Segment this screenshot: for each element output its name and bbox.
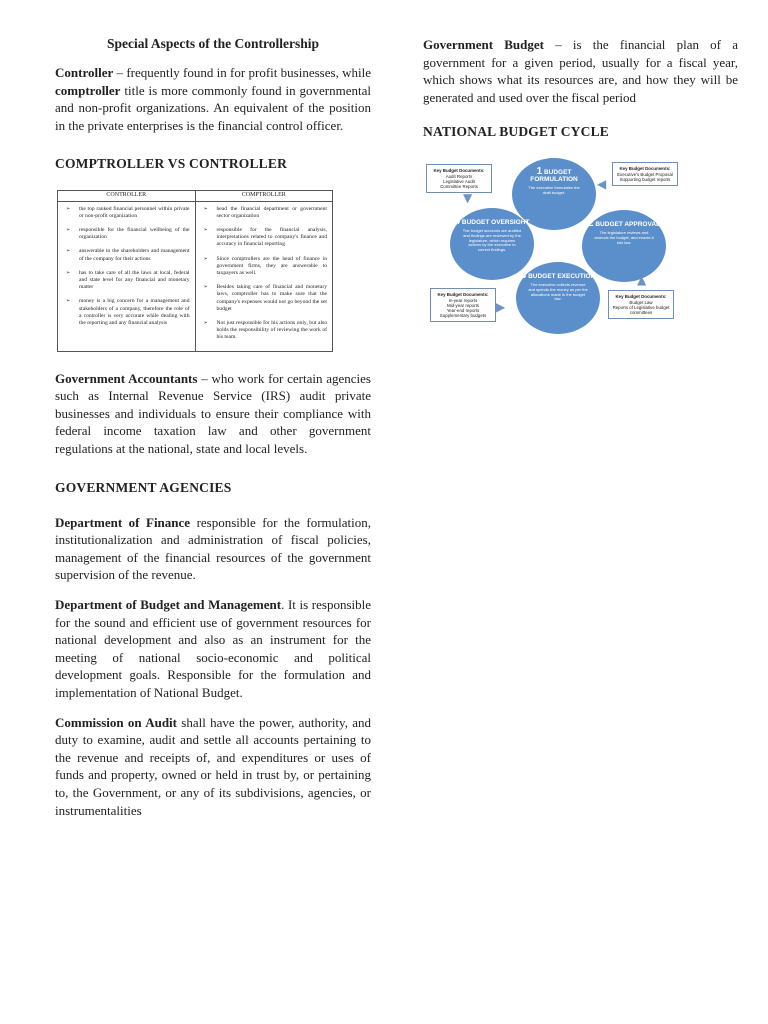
national-budget-cycle-heading: NATIONAL BUDGET CYCLE	[423, 124, 609, 140]
table-list-item: ➢ head the financial department or government sector organization	[201, 206, 328, 220]
budget-oversight-node: 4 BUDGET OVERSIGHT The budget accounts are audited and findings are reviewed by the legislature, which requires actions by the executive to correct findings.	[450, 208, 534, 280]
controller-column	[58, 201, 196, 351]
arrow-down-icon: ▼	[463, 191, 473, 206]
budget-cycle-diagram	[426, 158, 678, 338]
table-list-item: ➢ answerable to the shareholders and management of the company for their actions	[63, 248, 190, 262]
comptroller-term: comptroller	[55, 82, 121, 98]
budget-approval-node: 2 BUDGET APPROVAL The legislature reviews and amends the budget, and enacts it into law.	[582, 210, 666, 282]
controller-list	[63, 206, 190, 328]
budget-execution-node: 3 BUDGET EXECUTION The executive collects revenue and spends the money as per the allocations made in the budget law.	[516, 262, 600, 334]
table-list-item: ➢ Since comptrollers are the head of finance in government firms, they are answerable to taxpayers as well.	[201, 256, 328, 278]
page-title: Special Aspects of the Controllership	[107, 36, 319, 51]
controller-term: Controller	[55, 65, 114, 80]
government-agencies-heading: GOVERNMENT AGENCIES	[55, 479, 232, 495]
arrow-up-icon: ▲	[637, 273, 647, 288]
table-list-item: ➢ responsible for the financial wellbeing of the organization	[63, 227, 190, 241]
oversight-documents-box: Key Budget Documents: Audit Reports Legislative Audit Committee Reports	[426, 164, 492, 193]
arrow-right-icon: ▶	[496, 300, 506, 315]
formulation-documents-box: Key Budget Documents: Executive's Budget Proposal Supporting budget reports	[612, 162, 678, 186]
table-list-item: ➢ has to take care of all the laws at local, federal and state level for any financial and monetary matter	[63, 270, 190, 292]
table-list-item: ➢ Besides taking care of financial and monetary laws, comptroller has to make sure that the company's expenses would not go beyond the set budget	[201, 284, 328, 313]
comparison-table	[57, 190, 333, 351]
execution-documents-box: Key Budget Documents: In-year reports Mid-year reports Year-end reports Supplementary budgets	[430, 288, 496, 322]
table-list-item: ➢ the top ranked financial personnel within private or non-profit organization	[63, 206, 190, 220]
dbm-paragraph: Department of Budget and Management. It is responsible for the sound and efficient use of government resources for national development and also as an instrument for the meeting of national socio-economic and political development goals. Responsible for the formulation and implementation of National Budget.	[55, 596, 372, 700]
table-list-item: ➢ money is a big concern for a management and stakeholders of a company, therefore the role of a controller is very accurate while dealing with the reporting and any financial analysis	[63, 298, 190, 327]
table-header-comptroller: COMPTROLLER	[195, 191, 333, 201]
left-column	[55, 36, 371, 831]
comptroller-vs-controller-heading: COMPTROLLER VS CONTROLLER	[55, 156, 288, 172]
table-header-controller: CONTROLLER	[58, 191, 196, 201]
budget-formulation-node: 1 BUDGET FORMULATION The executive formulates the draft budget.	[512, 158, 596, 230]
comptroller-list	[201, 206, 328, 342]
table-list-item: ➢ responsible for the financial analysis, interpretations related to company's finance and accuracy in financial reporting	[201, 227, 328, 249]
right-column	[423, 36, 738, 338]
government-accountants-paragraph: Government Accountants – who work for certain agencies such as Internal Revenue Service (IRS) audit private businesses and individuals to ensure their compliance with federal income taxation law and other government regulations at the national, state and local levels.	[55, 370, 371, 456]
department-of-finance-paragraph: Department of Finance responsible for the formulation, institutionalization and administration of fiscal policies, management of the financial resources of the government supervision of the revenue.	[55, 514, 371, 583]
comptroller-column	[195, 201, 333, 351]
table-list-item: ➢ Not just responsible for his actions only, but also holds the responsibility of reviewing the work of his team.	[201, 320, 328, 342]
controller-paragraph: Controller – frequently found in for profit businesses, while comptroller title is more commonly found in governmental and non-profit organizations. An equivalent of the position in the private enterprises is the financial control officer.	[55, 65, 371, 133]
approval-documents-box: Key Budget Documents: Budget Law Reports of Legislative budget committees	[608, 290, 674, 319]
arrow-left-icon: ◀	[597, 177, 607, 192]
commission-on-audit-paragraph: Commission on Audit shall have the power, authority, and duty to examine, audit and settle all accounts pertaining to the revenue and receipts of, and expenditures or uses of funds and property, owned or held in trust by, or pertaining to, the Government, or any of its subdivisions, agencies, or instrumentalities	[55, 714, 372, 818]
government-budget-paragraph: Government Budget – is the financial plan of a government for a given period, usually for a fiscal year, which shows what its resources are, and how they will be generated and used over the fiscal period	[423, 37, 738, 105]
